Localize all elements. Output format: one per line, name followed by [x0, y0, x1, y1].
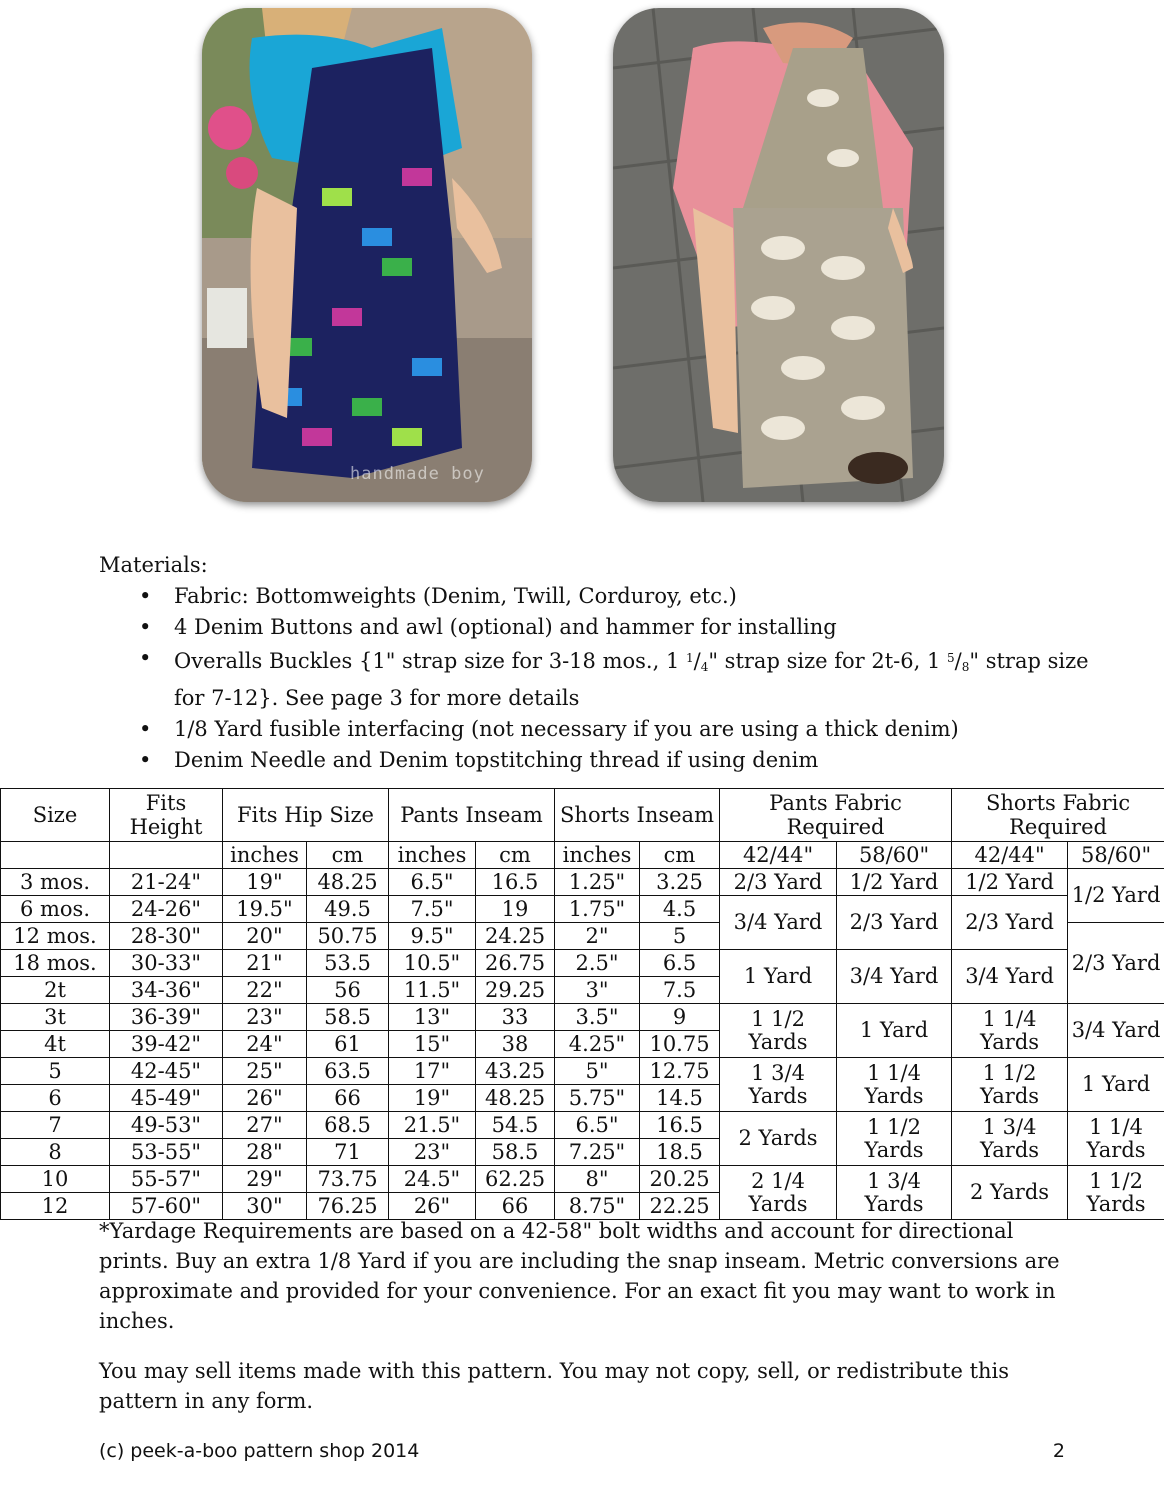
cell-hip-cm: 56 — [307, 977, 389, 1004]
cell-pants-inseam-in: 21.5" — [389, 1112, 476, 1139]
unit-width-58: 58/60" — [1068, 842, 1164, 869]
cell-shorts-fabric-42: 1 1/4 Yards — [952, 1004, 1068, 1058]
cell-shorts-fabric-42: 3/4 Yard — [952, 950, 1068, 1004]
materials-section — [99, 550, 1089, 776]
table-header-row — [1, 789, 1164, 842]
fraction-denominator: 8 — [961, 660, 970, 674]
cell-shorts-fabric-58: 1/2 Yard — [1068, 869, 1164, 923]
cell-pants-inseam-cm: 38 — [476, 1031, 555, 1058]
cell-pants-inseam-in: 23" — [389, 1139, 476, 1166]
cell-shorts-inseam-in: 3.5" — [555, 1004, 640, 1031]
table-row — [1, 1112, 1164, 1139]
cell-shorts-fabric-58: 1 Yard — [1068, 1058, 1164, 1112]
cell-hip-cm: 61 — [307, 1031, 389, 1058]
cell-shorts-inseam-in: 3" — [555, 977, 640, 1004]
cell-hip-in: 19.5" — [223, 896, 307, 923]
fraction-denominator: 4 — [700, 660, 709, 674]
header-hip: Fits Hip Size — [223, 789, 389, 842]
header-height: Fits Height — [110, 789, 223, 842]
cell-shorts-inseam-cm: 14.5 — [640, 1085, 720, 1112]
cell-pants-inseam-cm: 24.25 — [476, 923, 555, 950]
table-row — [1, 869, 1164, 896]
header-pants-fabric: Pants Fabric Required — [720, 789, 952, 842]
cell-hip-cm: 68.5 — [307, 1112, 389, 1139]
page-number: 2 — [1052, 1440, 1065, 1462]
header-size: Size — [1, 789, 110, 842]
materials-heading: Materials: — [99, 553, 208, 577]
cell-shorts-inseam-cm: 12.75 — [640, 1058, 720, 1085]
cell-height: 53-55" — [110, 1139, 223, 1166]
cell-size: 12 mos. — [1, 923, 110, 950]
list-item: • Fabric: Bottomweights (Denim, Twill, Corduroy, etc.) — [174, 581, 1089, 612]
cell-hip-in: 23" — [223, 1004, 307, 1031]
cell-pants-inseam-in: 10.5" — [389, 950, 476, 977]
cell-size: 6 — [1, 1085, 110, 1112]
list-item: • 4 Denim Buttons and awl (optional) and hammer for installing — [174, 612, 1089, 643]
cell-shorts-fabric-58: 2/3 Yard — [1068, 923, 1164, 1004]
cell-height: 49-53" — [110, 1112, 223, 1139]
cell-size: 5 — [1, 1058, 110, 1085]
cell-pants-inseam-cm: 48.25 — [476, 1085, 555, 1112]
size-chart-table — [0, 788, 1164, 1220]
cell-pants-inseam-in: 11.5" — [389, 977, 476, 1004]
cell-shorts-inseam-cm: 16.5 — [640, 1112, 720, 1139]
cell-shorts-inseam-cm: 7.5 — [640, 977, 720, 1004]
cell-hip-in: 24" — [223, 1031, 307, 1058]
cell-pants-fabric-58: 1 1/2 Yards — [837, 1112, 952, 1166]
cell-hip-in: 29" — [223, 1166, 307, 1193]
cell-size: 6 mos. — [1, 896, 110, 923]
fraction-slash: / — [954, 649, 962, 673]
cell-hip-in: 25" — [223, 1058, 307, 1085]
cell-height: 57-60" — [110, 1193, 223, 1220]
cell-size: 3 mos. — [1, 869, 110, 896]
cell-shorts-inseam-in: 2" — [555, 923, 640, 950]
yardage-note: *Yardage Requirements are based on a 42-58" bolt widths and account for directional prints. Buy an extra 1/8 Yard if you are including the snap inseam. Metric conversions are approximate and provided for your convenience. For an exact fit you may want to work in inches. — [99, 1219, 1060, 1333]
fraction-numerator: 1 — [685, 651, 694, 665]
table-units-row — [1, 842, 1164, 869]
unit-cm: cm — [640, 842, 720, 869]
cell-pants-inseam-in: 24.5" — [389, 1166, 476, 1193]
cell-shorts-inseam-cm: 20.25 — [640, 1166, 720, 1193]
cell-pants-inseam-in: 9.5" — [389, 923, 476, 950]
unit-width-58: 58/60" — [837, 842, 952, 869]
cell-shorts-inseam-cm: 18.5 — [640, 1139, 720, 1166]
cell-hip-cm: 49.5 — [307, 896, 389, 923]
cell-size: 4t — [1, 1031, 110, 1058]
cell-shorts-fabric-58: 3/4 Yard — [1068, 1004, 1164, 1058]
license-note: You may sell items made with this pattern. You may not copy, sell, or redistribute this pattern in any form. — [99, 1359, 1010, 1413]
unit-width-42: 42/44" — [720, 842, 837, 869]
materials-list — [99, 581, 1089, 776]
cell-pants-fabric-58: 1 3/4 Yards — [837, 1166, 952, 1220]
list-item-buckles — [174, 643, 1089, 714]
unit-inches: inches — [223, 842, 307, 869]
cell-pants-fabric-42: 2 Yards — [720, 1112, 837, 1166]
cell-pants-inseam-cm: 66 — [476, 1193, 555, 1220]
cell-shorts-inseam-cm: 5 — [640, 923, 720, 950]
cell-pants-fabric-58: 1 Yard — [837, 1004, 952, 1058]
cell-hip-in: 20" — [223, 923, 307, 950]
header-shorts-fabric: Shorts Fabric Required — [952, 789, 1164, 842]
cell-pants-fabric-42: 2 1/4 Yards — [720, 1166, 837, 1220]
fraction-numerator: 5 — [947, 651, 955, 665]
cell-height: 55-57" — [110, 1166, 223, 1193]
cell-hip-cm: 71 — [307, 1139, 389, 1166]
cell-hip-in: 26" — [223, 1085, 307, 1112]
list-item: • Denim Needle and Denim topstitching thread if using denim — [174, 745, 1089, 776]
cell-height: 39-42" — [110, 1031, 223, 1058]
cell-size: 18 mos. — [1, 950, 110, 977]
cell-pants-inseam-cm: 26.75 — [476, 950, 555, 977]
cell-hip-in: 28" — [223, 1139, 307, 1166]
cell-size: 7 — [1, 1112, 110, 1139]
cell-shorts-fabric-42: 2/3 Yard — [952, 896, 1068, 950]
cell-pants-fabric-58: 2/3 Yard — [837, 896, 952, 950]
cell-hip-in: 21" — [223, 950, 307, 977]
cell-pants-fabric-42: 2/3 Yard — [720, 869, 837, 896]
cell-height: 34-36" — [110, 977, 223, 1004]
cell-shorts-inseam-in: 2.5" — [555, 950, 640, 977]
cell-shorts-inseam-in: 4.25" — [555, 1031, 640, 1058]
cell-pants-inseam-cm: 29.25 — [476, 977, 555, 1004]
cell-hip-cm: 73.75 — [307, 1166, 389, 1193]
cell-hip-in: 19" — [223, 869, 307, 896]
table-row — [1, 896, 1164, 923]
cell-pants-inseam-cm: 19 — [476, 896, 555, 923]
cell-shorts-fabric-42: 2 Yards — [952, 1166, 1068, 1220]
cell-pants-inseam-cm: 54.5 — [476, 1112, 555, 1139]
cell-pants-fabric-42: 1 3/4 Yards — [720, 1058, 837, 1112]
cell-shorts-inseam-cm: 6.5 — [640, 950, 720, 977]
cell-pants-inseam-in: 19" — [389, 1085, 476, 1112]
page-footer — [99, 1440, 1065, 1462]
cell-hip-in: 22" — [223, 977, 307, 1004]
cell-height: 36-39" — [110, 1004, 223, 1031]
cell-pants-fabric-58: 3/4 Yard — [837, 950, 952, 1004]
cell-shorts-inseam-cm: 3.25 — [640, 869, 720, 896]
cell-shorts-inseam-cm: 4.5 — [640, 896, 720, 923]
table-row — [1, 1004, 1164, 1031]
photo-girl-overalls — [202, 8, 532, 502]
photo-watermark: handmade boy — [350, 464, 485, 484]
header-shorts-inseam: Shorts Inseam — [555, 789, 720, 842]
cell-height: 45-49" — [110, 1085, 223, 1112]
cell-shorts-inseam-in: 7.25" — [555, 1139, 640, 1166]
cell-hip-cm: 66 — [307, 1085, 389, 1112]
cell-hip-cm: 50.75 — [307, 923, 389, 950]
table-row — [1, 950, 1164, 977]
cell-shorts-inseam-cm: 22.25 — [640, 1193, 720, 1220]
cell-shorts-inseam-cm: 9 — [640, 1004, 720, 1031]
cell-hip-in: 30" — [223, 1193, 307, 1220]
photo-boy-shortalls — [613, 8, 944, 502]
cell-hip-cm: 63.5 — [307, 1058, 389, 1085]
cell-pants-inseam-in: 15" — [389, 1031, 476, 1058]
cell-hip-cm: 76.25 — [307, 1193, 389, 1220]
cell-height: 24-26" — [110, 896, 223, 923]
fraction-slash: / — [693, 649, 701, 673]
cell-pants-inseam-cm: 33 — [476, 1004, 555, 1031]
unit-inches: inches — [389, 842, 476, 869]
cell-shorts-fabric-42: 1 1/2 Yards — [952, 1058, 1068, 1112]
cell-pants-fabric-42: 1 1/2 Yards — [720, 1004, 837, 1058]
cell-size: 12 — [1, 1193, 110, 1220]
cell-shorts-inseam-in: 5" — [555, 1058, 640, 1085]
cell-shorts-fabric-58: 1 1/4 Yards — [1068, 1112, 1164, 1166]
cell-shorts-inseam-in: 1.75" — [555, 896, 640, 923]
footer-copyright: (c) peek-a-boo pattern shop 2014 — [99, 1440, 420, 1462]
cell-hip-cm: 53.5 — [307, 950, 389, 977]
table-row — [1, 1166, 1164, 1193]
cell-pants-inseam-cm: 16.5 — [476, 869, 555, 896]
cell-height: 21-24" — [110, 869, 223, 896]
cell-size: 3t — [1, 1004, 110, 1031]
buckles-text: " strap size for 2t-6, 1 — [708, 649, 948, 673]
cell-shorts-inseam-in: 8" — [555, 1166, 640, 1193]
cell-hip-cm: 58.5 — [307, 1004, 389, 1031]
cell-hip-in: 27" — [223, 1112, 307, 1139]
cell-size: 2t — [1, 977, 110, 1004]
unit-cm: cm — [476, 842, 555, 869]
cell-shorts-fabric-42: 1 3/4 Yards — [952, 1112, 1068, 1166]
cell-pants-inseam-in: 6.5" — [389, 869, 476, 896]
cell-height: 30-33" — [110, 950, 223, 977]
cell-pants-inseam-cm: 43.25 — [476, 1058, 555, 1085]
cell-pants-inseam-in: 7.5" — [389, 896, 476, 923]
cell-pants-fabric-58: 1/2 Yard — [837, 869, 952, 896]
cell-pants-inseam-in: 26" — [389, 1193, 476, 1220]
unit-width-42: 42/44" — [952, 842, 1068, 869]
header-pants-inseam: Pants Inseam — [389, 789, 555, 842]
cell-size: 8 — [1, 1139, 110, 1166]
unit-inches: inches — [555, 842, 640, 869]
table-row — [1, 1058, 1164, 1085]
cell-shorts-inseam-in: 8.75" — [555, 1193, 640, 1220]
unit-cm: cm — [307, 842, 389, 869]
cell-pants-fabric-58: 1 1/4 Yards — [837, 1058, 952, 1112]
cell-shorts-inseam-in: 6.5" — [555, 1112, 640, 1139]
cell-pants-inseam-in: 17" — [389, 1058, 476, 1085]
buckles-text: " strap size for 7-12}. See page 3 for more details — [174, 649, 1089, 710]
cell-shorts-fabric-42: 1/2 Yard — [952, 869, 1068, 896]
cell-pants-fabric-42: 3/4 Yard — [720, 896, 837, 950]
cell-pants-inseam-cm: 62.25 — [476, 1166, 555, 1193]
cell-hip-cm: 48.25 — [307, 869, 389, 896]
notes-section — [99, 1216, 1089, 1416]
cell-shorts-inseam-cm: 10.75 — [640, 1031, 720, 1058]
cell-pants-inseam-in: 13" — [389, 1004, 476, 1031]
cell-height: 42-45" — [110, 1058, 223, 1085]
cell-shorts-inseam-in: 5.75" — [555, 1085, 640, 1112]
cell-shorts-fabric-58: 1 1/2 Yards — [1068, 1166, 1164, 1220]
cell-shorts-inseam-in: 1.25" — [555, 869, 640, 896]
cell-pants-fabric-42: 1 Yard — [720, 950, 837, 1004]
cell-pants-inseam-cm: 58.5 — [476, 1139, 555, 1166]
cell-size: 10 — [1, 1166, 110, 1193]
cell-height: 28-30" — [110, 923, 223, 950]
buckles-text: Overalls Buckles {1" strap size for 3-18 mos., 1 — [174, 649, 686, 673]
list-item: • 1/8 Yard fusible interfacing (not necessary if you are using a thick denim) — [174, 714, 1089, 745]
